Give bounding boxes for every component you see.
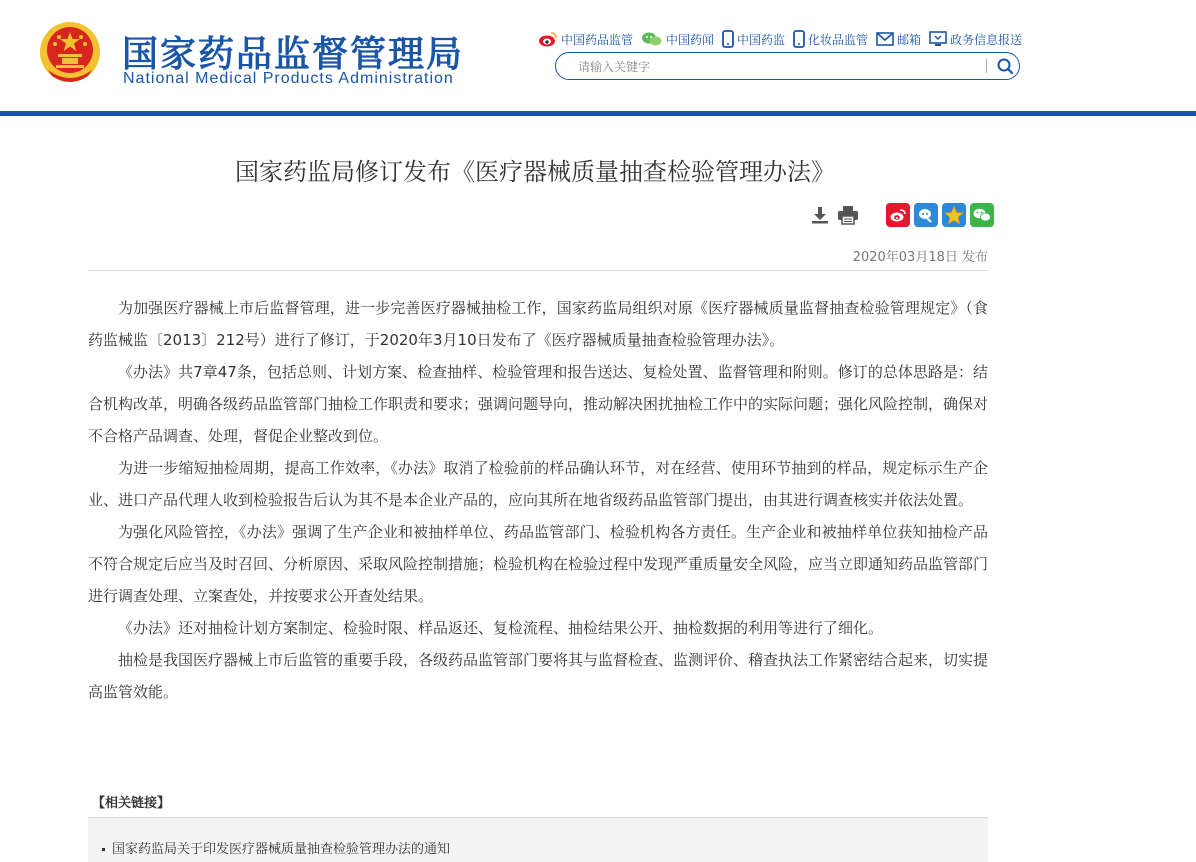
share-weibo-button[interactable]: [886, 203, 910, 227]
mail-icon: [876, 32, 894, 46]
share-wechat-button[interactable]: [970, 203, 994, 227]
article-toolbar: [808, 203, 994, 227]
related-links-title: 【相关链接】: [92, 796, 171, 811]
search-box: [555, 52, 1020, 80]
site-logo-chinese[interactable]: 国家药品监督管理局: [122, 34, 465, 75]
link-mail-label: 邮箱: [897, 32, 922, 47]
link-weibo-label: 中国药品监管: [561, 32, 634, 47]
publish-date: 2020年03月18日 发布: [852, 250, 988, 265]
qzone-share-icon: [917, 206, 935, 224]
link-mobile-app-label: 中国药监: [737, 32, 786, 47]
article-paragraph: 抽检是我国医疗器械上市后监管的重要手段，各级药品监管部门要将其与监督检查、监测评价、稽查执法工作紧密结合起来，切实提高监管效能。: [88, 651, 989, 701]
search-icon: [994, 56, 1016, 76]
date-divider: [88, 270, 988, 271]
article-paragraph: 《办法》共7章47条，包括总则、计划方案、检查抽样、检验管理和报告送达、复检处置、监督管理和附则。修订的总体思路是：结合机构改革，明确各级药品监管部门抽检工作职责和要求；强调问题导向，推动解决困扰抽检工作中的实际问题；强化风险控制，确保对不合格产品调查、处理，督促企业整改到位。: [88, 363, 989, 445]
related-link-label: 国家药监局关于印发医疗器械质量抽查检验管理办法的通知: [112, 842, 451, 857]
site-logo-english[interactable]: National Medical Products Administration: [123, 70, 454, 87]
related-links-list: [88, 817, 988, 862]
link-info-submit-label: 政务信息报送: [950, 32, 1023, 47]
article-paragraph: 《办法》还对抽检计划方案制定、检验时限、样品返还、复检流程、抽检结果公开、抽检数据的利用等进行了细化。: [118, 619, 884, 637]
weibo-share-icon: [889, 207, 907, 223]
link-cosmetics-app-label: 化妆品监管: [808, 32, 869, 47]
search-divider: [986, 59, 987, 73]
link-mobile-app[interactable]: [722, 30, 785, 48]
article-paragraph: 为进一步缩短抽检周期，提高工作效率，《办法》取消了检验前的样品确认环节，对在经营、使用环节抽到的样品，规定标示生产企业、进口产品代理人收到检验报告后认为其不是本企业产品的，应向其所在地省级药品监管部门提出，由其进行调查核实并依法处置。: [88, 459, 988, 509]
share-qzone-button[interactable]: [914, 203, 938, 227]
article-title: 国家药监局修订发布《医疗器械质量抽查检验管理办法》: [235, 158, 835, 186]
link-mail[interactable]: [876, 31, 921, 48]
link-info-submit[interactable]: [929, 31, 1022, 48]
favorite-button[interactable]: [942, 203, 966, 227]
bullet-icon: [102, 848, 105, 851]
article-body: [88, 292, 988, 708]
link-cosmetics-app[interactable]: [793, 30, 868, 48]
favorite-star-icon: [944, 205, 964, 225]
article-paragraph: 为强化风险管控，《办法》强调了生产企业和被抽样单位、药品监管部门、检验机构各方责任。生产企业和被抽样单位获知抽检产品不符合规定后应当及时召回、分析原因、采取风险控制措施；检验机构在检验过程中发现严重质量安全风险，应当立即通知药品监管部门进行调查处理、立案查处，并按要求公开查处结果。: [88, 523, 989, 605]
search-button[interactable]: [994, 56, 1016, 76]
weibo-icon: [538, 31, 558, 47]
top-links-bar: [538, 28, 1030, 50]
search-input[interactable]: [576, 57, 980, 77]
link-wechat[interactable]: [641, 31, 714, 48]
site-header: [0, 0, 1196, 112]
header-divider: [0, 111, 1196, 116]
link-weibo[interactable]: [538, 31, 633, 48]
related-link-item[interactable]: [102, 838, 450, 857]
print-button[interactable]: [836, 203, 860, 227]
national-emblem-icon: [38, 20, 102, 86]
monitor-icon: [929, 31, 947, 47]
wechat-share-icon: [972, 207, 992, 223]
download-button[interactable]: [808, 203, 832, 227]
mobile-icon: [793, 30, 805, 48]
link-wechat-label: 中国药闻: [666, 32, 715, 47]
print-icon: [837, 205, 859, 225]
article-paragraph: 为加强医疗器械上市后监督管理，进一步完善医疗器械抽检工作，国家药监局组织对原《医疗器械质量监督抽查检验管理规定》（食药监械监〔2013〕212号）进行了修订，于2020年3月10日发布了《医疗器械质量抽查检验管理办法》。: [88, 299, 988, 349]
wechat-icon: [641, 31, 663, 47]
mobile-icon: [722, 30, 734, 48]
download-icon: [810, 205, 830, 225]
